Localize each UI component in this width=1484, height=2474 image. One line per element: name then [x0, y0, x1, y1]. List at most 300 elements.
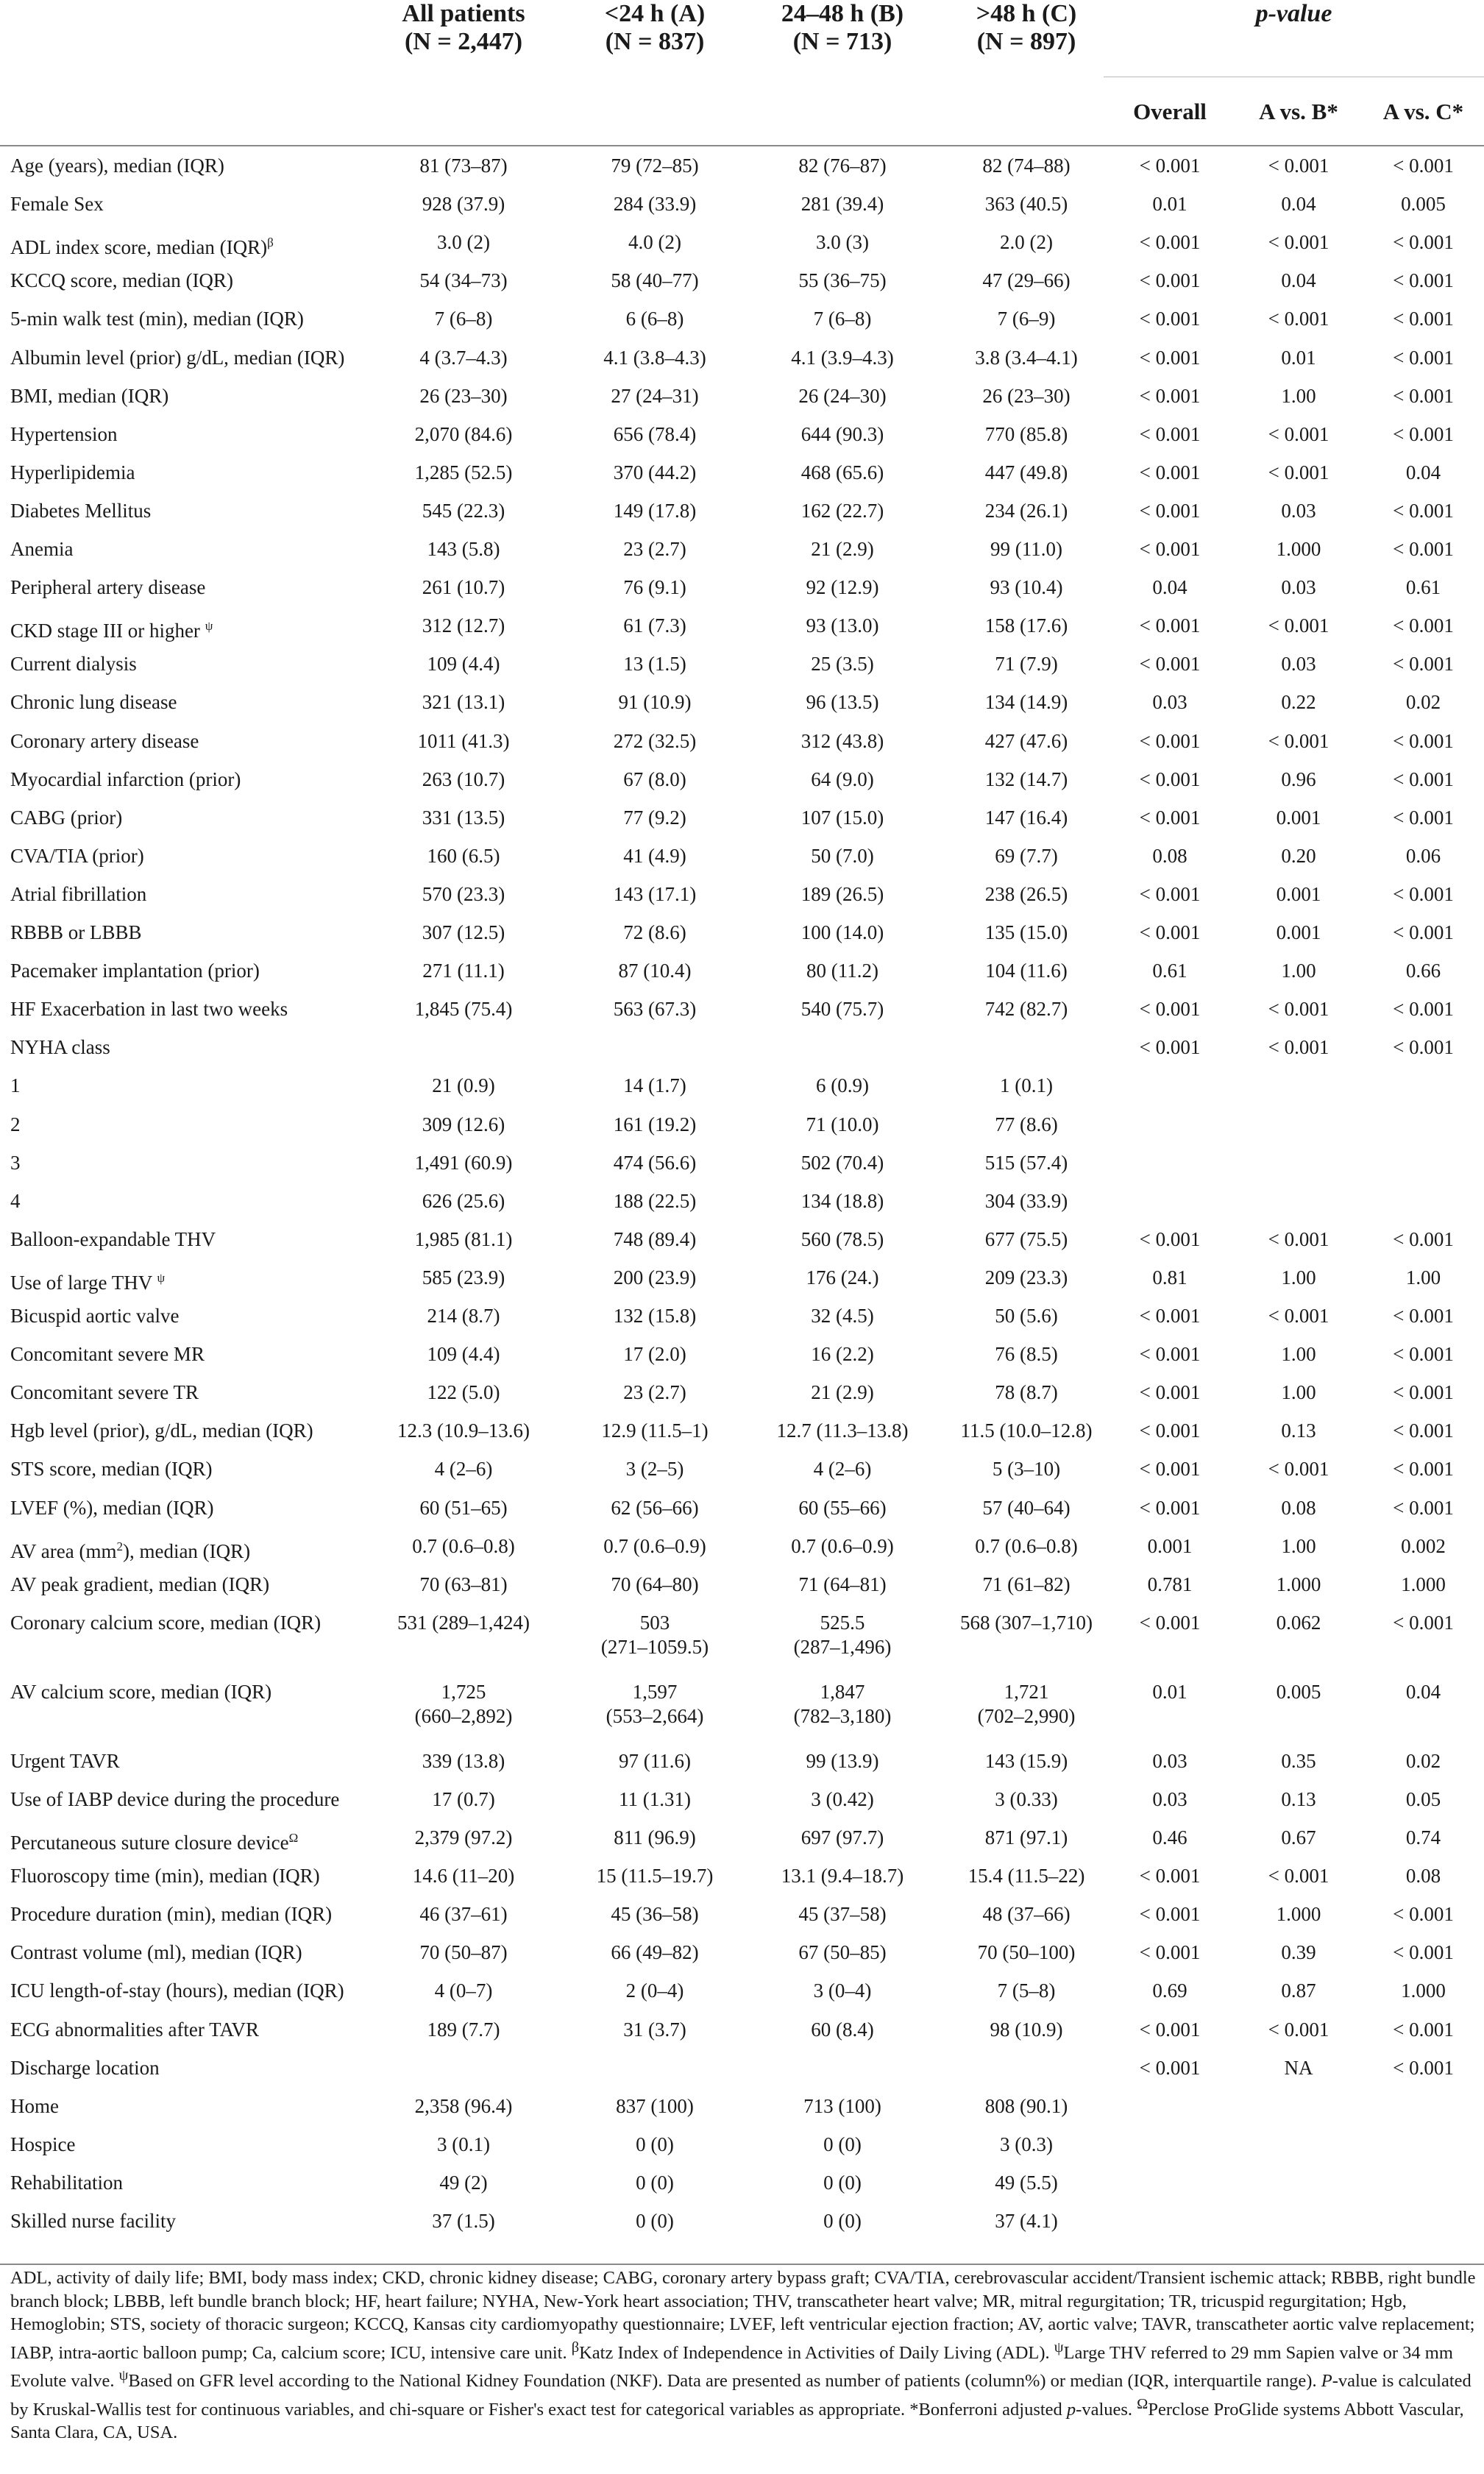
cell-ac: < 0.001: [1393, 308, 1454, 330]
row-label: AV calcium score, median (IQR): [10, 1680, 272, 1703]
cell-ac: 0.02: [1405, 691, 1441, 714]
cell-all: 70 (63–81): [419, 1573, 508, 1595]
cell-ab: 1.000: [1276, 538, 1321, 560]
cell-ab: 0.87: [1281, 1979, 1316, 2002]
cell-ac: < 0.001: [1393, 231, 1454, 254]
cell-b: 0 (0): [823, 2133, 862, 2155]
row-label: ADL index score, median (IQR)$^\beta$: [10, 235, 274, 259]
cell-b: 0 (0): [823, 2210, 862, 2232]
cell-c: 49 (5.5): [995, 2171, 1058, 2194]
cell-ac: < 0.001: [1393, 155, 1454, 177]
cell-all: 1011 (41.3): [417, 729, 510, 752]
cell-c: 3.8 (3.4–4.1): [975, 346, 1078, 369]
cell-ab: < 0.001: [1268, 1865, 1329, 1888]
row-label: Concomitant severe TR: [10, 1381, 199, 1404]
cell-overall: 0.01: [1152, 193, 1187, 216]
row-label: Procedure duration (min), median (IQR): [10, 1903, 333, 1926]
cell-b: 99 (13.9): [806, 1749, 879, 1772]
cell-ac: < 0.001: [1393, 614, 1454, 637]
cell-overall: < 0.001: [1139, 1419, 1201, 1442]
cell-overall: < 0.001: [1139, 1458, 1201, 1481]
cell-b: 93 (13.0): [806, 614, 879, 637]
cell-ac: < 0.001: [1393, 653, 1454, 676]
cell-all: 54 (34–73): [419, 269, 508, 292]
row-label: Pacemaker implantation (prior): [10, 960, 260, 982]
cell-c: 808 (90.1): [984, 2094, 1068, 2117]
cell-ac: 0.06: [1405, 844, 1441, 867]
cell-c: 76 (8.5): [995, 1343, 1058, 1366]
cell-all: 2,379 (97.2): [414, 1826, 513, 1849]
cell-ac: 0.74: [1405, 1826, 1441, 1849]
row-label: STS score, median (IQR): [10, 1458, 213, 1481]
cell-ac: < 0.001: [1393, 1305, 1454, 1327]
cell-ac: < 0.001: [1393, 1903, 1454, 1926]
cell-c: 515 (57.4): [984, 1151, 1068, 1174]
cell-b: 697 (97.7): [800, 1826, 884, 1849]
cell-ac: 1.00: [1405, 1266, 1441, 1289]
cell-a: 72 (8.6): [623, 921, 686, 943]
cell-all: 261 (10.7): [422, 576, 505, 599]
cell-b: 1,847 (782–3,180): [793, 1680, 892, 1727]
cell-a: 58 (40–77): [611, 269, 699, 292]
col-header-group-b: 24–48 h (B) (N = 713): [781, 0, 904, 55]
cell-all: 3 (0.1): [437, 2133, 490, 2155]
cell-ac: < 0.001: [1393, 384, 1454, 407]
cell-a: 17 (2.0): [623, 1343, 686, 1366]
cell-all: 26 (23–30): [419, 384, 508, 407]
col-header-a-vs-b: A vs. B*: [1259, 99, 1338, 124]
col-header-pvalue: p-value: [1255, 0, 1332, 27]
cell-c: 677 (75.5): [984, 1227, 1068, 1250]
cell-c: 26 (23–30): [982, 384, 1071, 407]
cell-overall: < 0.001: [1139, 921, 1201, 943]
cell-b: 71 (64–81): [798, 1573, 887, 1595]
col-header-group-c: >48 h (C) (N = 897): [976, 0, 1077, 55]
cell-overall: < 0.001: [1139, 1036, 1201, 1059]
cell-c: 0.7 (0.6–0.8): [975, 1534, 1078, 1557]
cell-a: 161 (19.2): [613, 1113, 697, 1135]
cell-ac: < 0.001: [1393, 346, 1454, 369]
cell-ab: 0.20: [1281, 844, 1316, 867]
cell-ac: < 0.001: [1393, 1381, 1454, 1404]
cell-all: 189 (7.7): [427, 2018, 500, 2041]
row-label: RBBB or LBBB: [10, 921, 142, 943]
row-label: Skilled nurse facility: [10, 2210, 176, 2232]
cell-ab: 0.005: [1276, 1680, 1321, 1703]
cell-ab: < 0.001: [1268, 729, 1329, 752]
cell-ac: < 0.001: [1393, 1343, 1454, 1366]
cell-b: 4.1 (3.9–4.3): [791, 346, 894, 369]
cell-ab: 0.67: [1281, 1826, 1316, 1849]
cell-b: 540 (75.7): [800, 998, 884, 1021]
cell-all: 2,358 (96.4): [414, 2094, 513, 2117]
cell-b: 21 (2.9): [811, 1381, 874, 1404]
cell-ac: < 0.001: [1393, 729, 1454, 752]
cell-a: 14 (1.7): [623, 1074, 686, 1097]
row-label: Chronic lung disease: [10, 691, 177, 714]
cell-a: 143 (17.1): [613, 882, 697, 905]
row-label: Coronary calcium score, median (IQR): [10, 1611, 322, 1634]
row-label: ECG abnormalities after TAVR: [10, 2018, 260, 2041]
cell-b: 67 (50–85): [798, 1941, 887, 1964]
cell-c: 15.4 (11.5–22): [968, 1865, 1085, 1888]
cell-c: 770 (85.8): [984, 422, 1068, 445]
cell-ac: < 0.001: [1393, 2018, 1454, 2041]
cell-overall: < 0.001: [1139, 2056, 1201, 2079]
cell-all: 570 (23.3): [422, 882, 505, 905]
cell-all: 321 (13.1): [422, 691, 505, 714]
cell-ac: < 0.001: [1393, 1496, 1454, 1519]
cell-a: 11 (1.31): [619, 1787, 691, 1810]
cell-c: 7 (5–8): [997, 1979, 1056, 2002]
cell-overall: 0.001: [1147, 1534, 1193, 1557]
cell-b: 26 (24–30): [798, 384, 887, 407]
cell-ab: < 0.001: [1268, 614, 1329, 637]
cell-ac: 0.08: [1405, 1865, 1441, 1888]
table-footnote: ADL, activity of daily life; BMI, body mass index; CKD, chronic kidney disease; CABG, coronary artery bypass graft; CVA/TIA, cerebrovascular accident/Transient ischemic attack; RBBB, right bundle branch block; LBBB, left bundle branch block; HF, heart failure; NYHA, New-York heart association; THV, transcatheter heart valve; MR, mitral regurgitation; TR, tricuspid regurgitation; Hgb, Hemoglobin; STS, society of thoracic surgeon; KCCQ, Kansas city cardiomyopathy questionnaire; LVEF, left ventricular ejection fraction; AV, aortic valve; TAVR, transcatheter aortic valve replacement; IABP, intra-aortic balloon pump; Ca, calcium score; ICU, intensive care unit. $^\beta$Katz Index of Independence in Activities of Daily Living (ADL). $^\psi$Large THV referred to 29 mm Sapien valve or 34 mm Evolute valve. $^\psi$Based on GFR level according to the National Kidney Foundation (NKF). Data are presented as number of patients (column%) or median (IQR, interquartile range). P-value is calculated by Kruskal-Wallis test for continuous variables, and chi-square or Fisher's exact test for categorical variables as appropriate. *Bonferroni adjusted p-values. $^\Omega$Perclose ProGlide systems Abbott Vascular, Santa Clara, CA, USA.: [10, 2268, 1476, 2443]
cell-c: 47 (29–66): [982, 269, 1071, 292]
cell-overall: < 0.001: [1139, 1227, 1201, 1250]
cell-ab: < 0.001: [1268, 2018, 1329, 2041]
row-label: Current dialysis: [10, 653, 137, 676]
row-label: NYHA class: [10, 1036, 110, 1059]
cell-overall: 0.69: [1152, 1979, 1187, 2002]
cell-ac: < 0.001: [1393, 882, 1454, 905]
row-label: AV peak gradient, median (IQR): [10, 1573, 270, 1595]
cell-a: 370 (44.2): [613, 461, 697, 483]
cell-c: 1,721 (702–2,990): [977, 1680, 1076, 1727]
row-label: Use of large THV $^\psi$: [10, 1270, 166, 1294]
cell-c: 234 (26.1): [984, 499, 1068, 522]
cell-c: 82 (74–88): [982, 155, 1071, 177]
cell-ab: 0.062: [1276, 1611, 1321, 1634]
cell-all: 12.3 (10.9–13.6): [397, 1419, 530, 1442]
cell-b: 45 (37–58): [798, 1903, 887, 1926]
cell-ab: < 0.001: [1268, 1305, 1329, 1327]
cell-ab: < 0.001: [1268, 461, 1329, 483]
cell-a: 748 (89.4): [613, 1227, 697, 1250]
cell-all: 17 (0.7): [432, 1787, 495, 1810]
cell-b: 13.1 (9.4–18.7): [781, 1865, 904, 1888]
cell-all: 4 (2–6): [434, 1458, 493, 1481]
cell-overall: < 0.001: [1139, 155, 1201, 177]
cell-a: 272 (32.5): [613, 729, 697, 752]
cell-b: 6 (0.9): [816, 1074, 869, 1097]
cell-all: 143 (5.8): [427, 538, 500, 560]
cell-c: 70 (50–100): [977, 1941, 1076, 1964]
row-label: Contrast volume (ml), median (IQR): [10, 1941, 302, 1964]
cell-c: 427 (47.6): [984, 729, 1068, 752]
cell-all: 37 (1.5): [432, 2210, 495, 2232]
cell-ac: 0.66: [1405, 960, 1441, 982]
cell-b: 4 (2–6): [813, 1458, 872, 1481]
cell-a: 70 (64–80): [611, 1573, 699, 1595]
cell-overall: < 0.001: [1139, 1343, 1201, 1366]
cell-a: 0.7 (0.6–0.9): [603, 1534, 706, 1557]
cell-c: 48 (37–66): [982, 1903, 1071, 1926]
cell-c: 304 (33.9): [984, 1189, 1068, 1212]
cell-all: 60 (51–65): [419, 1496, 508, 1519]
cell-b: 82 (76–87): [798, 155, 887, 177]
cell-a: 45 (36–58): [611, 1903, 699, 1926]
row-label: Diabetes Mellitus: [10, 499, 152, 522]
cell-a: 188 (22.5): [613, 1189, 697, 1212]
cell-ab: 0.08: [1281, 1496, 1316, 1519]
cell-c: 147 (16.4): [984, 806, 1068, 829]
cell-c: 104 (11.6): [985, 960, 1068, 982]
cell-ac: < 0.001: [1393, 1227, 1454, 1250]
cell-ac: 1.000: [1401, 1573, 1446, 1595]
cell-all: 2,070 (84.6): [414, 422, 513, 445]
cell-b: 3 (0–4): [813, 1979, 872, 2002]
cell-ab: < 0.001: [1268, 1227, 1329, 1250]
cell-ab: 0.39: [1281, 1941, 1316, 1964]
cell-ac: 0.02: [1405, 1749, 1441, 1772]
cell-all: 531 (289–1,424): [397, 1611, 530, 1634]
cell-b: 12.7 (11.3–13.8): [776, 1419, 909, 1442]
row-label: Balloon-expandable THV: [10, 1227, 216, 1250]
cell-c: 363 (40.5): [984, 193, 1068, 216]
cell-all: 1,725 (660–2,892): [414, 1680, 513, 1727]
cell-b: 32 (4.5): [811, 1305, 874, 1327]
cell-overall: < 0.001: [1139, 1903, 1201, 1926]
cell-a: 4.0 (2): [628, 231, 681, 254]
cell-c: 132 (14.7): [984, 768, 1068, 790]
cell-ab: 1.00: [1281, 960, 1316, 982]
cell-ac: 1.000: [1401, 1979, 1446, 2002]
cell-a: 87 (10.4): [618, 960, 692, 982]
col-header-overall: Overall: [1133, 99, 1207, 124]
cell-a: 1,597 (553–2,664): [606, 1680, 704, 1727]
cell-overall: < 0.001: [1139, 1865, 1201, 1888]
cell-c: 11.5 (10.0–12.8): [960, 1419, 1093, 1442]
cell-ab: < 0.001: [1268, 231, 1329, 254]
cell-c: 742 (82.7): [984, 998, 1068, 1021]
col-header-a-vs-c: A vs. C*: [1382, 99, 1464, 124]
cell-ab: < 0.001: [1268, 308, 1329, 330]
cell-c: 3 (0.3): [1000, 2133, 1053, 2155]
cell-ab: < 0.001: [1268, 1458, 1329, 1481]
cell-all: 339 (13.8): [422, 1749, 505, 1772]
cell-ac: < 0.001: [1393, 2056, 1454, 2079]
cell-ab: 1.00: [1281, 1381, 1316, 1404]
cell-a: 2 (0–4): [625, 1979, 684, 2002]
cell-a: 284 (33.9): [613, 193, 697, 216]
cell-b: 312 (43.8): [800, 729, 884, 752]
row-label: Female Sex: [10, 193, 104, 216]
row-label: KCCQ score, median (IQR): [10, 269, 233, 292]
row-label: Use of IABP device during the procedure: [10, 1787, 340, 1810]
cell-all: 1,845 (75.4): [414, 998, 513, 1021]
row-label: ICU length-of-stay (hours), median (IQR): [10, 1979, 344, 2002]
cell-a: 12.9 (11.5–1): [601, 1419, 709, 1442]
cell-b: 3 (0.42): [811, 1787, 874, 1810]
cell-ab: 0.001: [1276, 806, 1321, 829]
cell-all: 928 (37.9): [422, 193, 505, 216]
row-label: Coronary artery disease: [10, 729, 199, 752]
cell-overall: 0.03: [1152, 1749, 1187, 1772]
cell-b: 100 (14.0): [800, 921, 884, 943]
cell-all: 1,985 (81.1): [414, 1227, 513, 1250]
cell-b: 0 (0): [823, 2171, 862, 2194]
cell-ac: < 0.001: [1393, 806, 1454, 829]
row-label: Urgent TAVR: [10, 1749, 120, 1772]
cell-overall: 0.61: [1152, 960, 1187, 982]
cell-overall: < 0.001: [1139, 806, 1201, 829]
cell-b: 502 (70.4): [800, 1151, 884, 1174]
cell-overall: < 0.001: [1139, 1941, 1201, 1964]
cell-c: 209 (23.3): [984, 1266, 1068, 1289]
cell-a: 563 (67.3): [613, 998, 697, 1021]
cell-c: 238 (26.5): [984, 882, 1068, 905]
cell-ab: 0.01: [1281, 346, 1316, 369]
cell-b: 71 (10.0): [806, 1113, 879, 1135]
cell-c: 3 (0.33): [995, 1787, 1058, 1810]
cell-overall: < 0.001: [1139, 308, 1201, 330]
cell-overall: < 0.001: [1139, 653, 1201, 676]
cell-all: 3.0 (2): [437, 231, 490, 254]
cell-all: 122 (5.0): [427, 1381, 500, 1404]
cell-ab: < 0.001: [1268, 998, 1329, 1021]
cell-overall: < 0.001: [1139, 614, 1201, 637]
cell-c: 69 (7.7): [995, 844, 1058, 867]
cell-b: 96 (13.5): [806, 691, 879, 714]
cell-overall: 0.81: [1152, 1266, 1187, 1289]
row-label: 3: [10, 1151, 21, 1174]
cell-overall: < 0.001: [1139, 2018, 1201, 2041]
row-label: Concomitant severe MR: [10, 1343, 205, 1366]
cell-b: 25 (3.5): [811, 653, 874, 676]
cell-all: 626 (25.6): [422, 1189, 505, 1212]
cell-b: 55 (36–75): [798, 269, 887, 292]
cell-b: 0.7 (0.6–0.9): [791, 1534, 894, 1557]
cell-ac: 0.61: [1405, 576, 1441, 599]
cell-overall: < 0.001: [1139, 729, 1201, 752]
cell-all: 307 (12.5): [422, 921, 505, 943]
cell-b: 60 (8.4): [811, 2018, 874, 2041]
cell-c: 71 (61–82): [982, 1573, 1071, 1595]
cell-overall: < 0.001: [1139, 882, 1201, 905]
cell-all: 109 (4.4): [427, 1343, 500, 1366]
cell-ab: 0.03: [1281, 576, 1316, 599]
cell-b: 189 (26.5): [800, 882, 884, 905]
cell-ac: 0.002: [1401, 1534, 1446, 1557]
cell-ac: < 0.001: [1393, 538, 1454, 560]
cell-c: 71 (7.9): [995, 653, 1058, 676]
row-label: Hypertension: [10, 422, 118, 445]
cell-ac: < 0.001: [1393, 998, 1454, 1021]
cell-all: 160 (6.5): [427, 844, 500, 867]
cell-ab: 1.00: [1281, 1343, 1316, 1366]
cell-overall: < 0.001: [1139, 1381, 1201, 1404]
cell-ab: 0.35: [1281, 1749, 1316, 1772]
row-label: Albumin level (prior) g/dL, median (IQR): [10, 346, 345, 369]
cell-ac: < 0.001: [1393, 499, 1454, 522]
row-label: 5-min walk test (min), median (IQR): [10, 308, 304, 330]
cell-ab: < 0.001: [1268, 155, 1329, 177]
cell-ab: 0.96: [1281, 768, 1316, 790]
cell-b: 134 (18.8): [800, 1189, 884, 1212]
row-label: Atrial fibrillation: [10, 882, 147, 905]
cell-a: 4.1 (3.8–4.3): [603, 346, 706, 369]
cell-b: 16 (2.2): [811, 1343, 874, 1366]
cell-a: 474 (56.6): [613, 1151, 697, 1174]
cell-c: 99 (11.0): [990, 538, 1062, 560]
cell-overall: 0.08: [1152, 844, 1187, 867]
cell-a: 0 (0): [636, 2210, 674, 2232]
cell-overall: 0.01: [1152, 1680, 1187, 1703]
cell-a: 23 (2.7): [623, 538, 686, 560]
cell-a: 62 (56–66): [611, 1496, 699, 1519]
cell-c: 77 (8.6): [995, 1113, 1058, 1135]
cell-ab: < 0.001: [1268, 1036, 1329, 1059]
row-label: Age (years), median (IQR): [10, 155, 224, 177]
cell-all: 4 (0–7): [434, 1979, 493, 2002]
cell-all: 70 (50–87): [419, 1941, 508, 1964]
cell-overall: < 0.001: [1139, 269, 1201, 292]
cell-c: 135 (15.0): [984, 921, 1068, 943]
cell-a: 503 (271–1059.5): [600, 1611, 709, 1658]
row-label: Fluoroscopy time (min), median (IQR): [10, 1865, 320, 1888]
cell-ab: 1.00: [1281, 384, 1316, 407]
row-label: 1: [10, 1074, 21, 1097]
cell-ac: < 0.001: [1393, 1036, 1454, 1059]
cell-a: 97 (11.6): [619, 1749, 691, 1772]
cell-ab: 0.001: [1276, 882, 1321, 905]
cell-ab: 0.03: [1281, 653, 1316, 676]
cell-all: 4 (3.7–4.3): [419, 346, 508, 369]
cell-c: 37 (4.1): [995, 2210, 1058, 2232]
col-header-group-a: <24 h (A) (N = 837): [604, 0, 706, 55]
cell-c: 871 (97.1): [984, 1826, 1068, 1849]
cell-ac: 0.005: [1401, 193, 1446, 216]
row-label: Hgb level (prior), g/dL, median (IQR): [10, 1419, 313, 1442]
row-label: HF Exacerbation in last two weeks: [10, 998, 288, 1021]
cell-ac: < 0.001: [1393, 1611, 1454, 1634]
row-label: Hospice: [10, 2133, 76, 2155]
cell-c: 50 (5.6): [995, 1305, 1058, 1327]
cell-ac: < 0.001: [1393, 768, 1454, 790]
cell-all: 271 (11.1): [422, 960, 505, 982]
cell-b: 281 (39.4): [800, 193, 884, 216]
cell-a: 200 (23.9): [613, 1266, 697, 1289]
cell-ac: < 0.001: [1393, 1458, 1454, 1481]
cell-b: 107 (15.0): [800, 806, 884, 829]
row-label: LVEF (%), median (IQR): [10, 1496, 214, 1519]
row-label: AV area $(mm^2)$, median (IQR): [10, 1539, 251, 1562]
cell-b: 3.0 (3): [816, 231, 869, 254]
cell-all: 214 (8.7): [427, 1305, 500, 1327]
cell-b: 560 (78.5): [800, 1227, 884, 1250]
cell-c: 7 (6–9): [997, 308, 1056, 330]
cell-all: 81 (73–87): [419, 155, 508, 177]
cell-overall: < 0.001: [1139, 538, 1201, 560]
cell-a: 0 (0): [636, 2133, 674, 2155]
cell-all: 109 (4.4): [427, 653, 500, 676]
cell-b: 644 (90.3): [800, 422, 884, 445]
cell-c: 568 (307–1,710): [960, 1611, 1093, 1634]
cell-ab: 0.03: [1281, 499, 1316, 522]
cell-all: 545 (22.3): [422, 499, 505, 522]
cell-a: 76 (9.1): [623, 576, 686, 599]
row-label: Anemia: [10, 538, 74, 560]
cell-ab: < 0.001: [1268, 422, 1329, 445]
cell-b: 92 (12.9): [806, 576, 879, 599]
cell-c: 2.0 (2): [1000, 231, 1053, 254]
row-label: Percutaneous suture closure device$^\Omega$: [10, 1831, 299, 1854]
cell-a: 61 (7.3): [623, 614, 686, 637]
row-label: BMI, median (IQR): [10, 384, 169, 407]
